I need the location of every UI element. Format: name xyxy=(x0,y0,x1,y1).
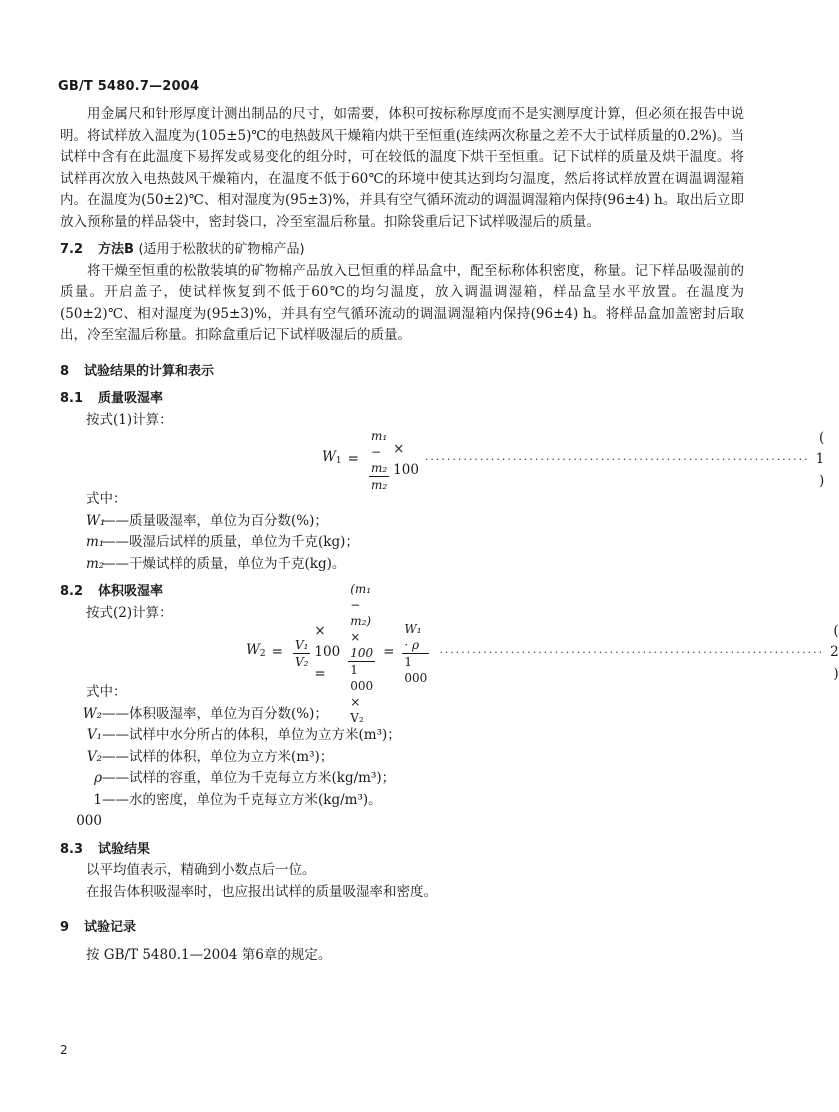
intro-paragraph: 用金属尺和针形厚度计测出制品的尺寸，如需要，体积可按标称厚度而不是实测厚度计算，但必须在报告中说明。将试样放入温度为(105±5)℃的电热鼓风干燥箱内烘干至恒重(连续两次称量之差不大于试样质量的0.2%)。当试样中含有在此温度下易挥发或易变化的组分时，可在较低的温度下烘干至恒重。记下试样的质量及烘干温度。将试样再次放入电热鼓风干燥箱内，在温度不低于60℃的环境中使其达到均匀温度，然后将试样放置在调温调湿箱内。在温度为(50±2)℃、相对湿度为(95±3)%，并具有空气循环流动的调温调湿箱内保持(96±4) h。取出后立即放入预称量的样品袋中，密封袋口，冷至室温后称量。扣除袋重后记下试样吸湿后的质量。 xyxy=(60,106,744,230)
document-body xyxy=(60,104,839,966)
page-number: 2 xyxy=(60,1043,68,1057)
formula-2-number: ( 2 ) xyxy=(830,622,839,682)
section-9-heading xyxy=(60,917,744,939)
definition-item: V₁ ——试样中水分所占的体积，单位为立方米(m³)； xyxy=(86,727,401,743)
section-title: 质量吸湿率 xyxy=(98,391,164,406)
where-label: 式中： xyxy=(86,684,127,700)
definition-item: ρ ——试样的容重，单位为千克每立方米(kg/m³)； xyxy=(94,770,396,786)
formula-1-number: ( 1 ) xyxy=(815,429,825,489)
formula-2-fraction-a: $\frac{\text{V₁}}{\text{V₂}}$ xyxy=(294,637,309,669)
formula-1-denominator: m₂ xyxy=(370,477,388,492)
definition-item: V₂ ——试样的体积，单位为立方米(m³)； xyxy=(86,748,334,765)
where-label: 式中： xyxy=(86,491,127,507)
formula-1-intro: 按式(1)计算： xyxy=(86,411,173,428)
leader-dots: ······································································ xyxy=(424,453,810,467)
formula-1-numerator: m₁ − m₂ xyxy=(370,428,388,475)
section-number: 7.2 xyxy=(60,242,84,257)
section-7-2-paragraph: 将干燥至恒重的松散装填的矿物棉产品放入已恒重的样品盒中，配至标称体积密度，称量。记下样品吸湿前的质量。开启盖子，使试样恢复到不低于60℃的均匀温度，放入调温调湿箱，样品盒呈水平放置。在温度为(50±2)℃、相对湿度为(95±3)%，并具有空气循环流动的调温调湿箱内保持(96±4) h。将样品盒加盖密封后取出，冷至室温后称量。扣除盒重后记下试样吸湿后的质量。 xyxy=(60,262,744,343)
section-number: 8 xyxy=(60,363,70,379)
section-subtitle: (适用于松散状的矿物棉产品) xyxy=(138,242,305,257)
standard-number-header: GB/T 5480.7—2004 xyxy=(58,79,200,94)
formula-1: W1 = $\frac{\text{m₁ − m₂}}{\text{m₂}}$ × 100 ······································································ ( 1 ) xyxy=(322,428,825,492)
section-number: 8.3 xyxy=(60,841,84,857)
result-line: 以平均值表示，精确到小数点后一位。 xyxy=(86,862,316,878)
section-title: 试验结果的计算和表示 xyxy=(84,363,215,379)
formula-1-times: × 100 xyxy=(393,440,419,478)
definition-item: m₂ ——干燥试样的质量，单位为千克(kg)。 xyxy=(86,555,346,572)
section-7-2-heading xyxy=(60,239,744,261)
formula-1-lhs: W1 xyxy=(322,449,342,467)
formula-2-fraction-b: $\frac{\text{(m₁ − m₂) × 100}}{\text{1 000 × V₂}}$ xyxy=(350,581,374,725)
result-line: 在报告体积吸湿率时，也应报出试样的质量吸湿率和密度。 xyxy=(86,883,437,900)
formula-1-fraction xyxy=(369,428,389,493)
section-title: 方法B xyxy=(98,242,134,257)
section-8-heading xyxy=(60,361,744,383)
definition-item: 1 000 ——水的密度，单位为千克每立方米(kg/m³)。 xyxy=(76,791,382,829)
section-8-3-heading xyxy=(60,839,744,861)
formula-1-definitions xyxy=(60,511,744,576)
definition-item: W₁ ——质量吸湿率，单位为百分数(%)； xyxy=(86,512,328,529)
definition-item: W₂ ——体积吸湿率，单位为百分数(%)； xyxy=(82,705,328,722)
section-title: 试验结果 xyxy=(98,841,151,857)
section-title: 体积吸湿率 xyxy=(98,584,164,599)
section-number: 9 xyxy=(60,920,70,935)
section-title: 试验记录 xyxy=(84,920,137,935)
section-9-text: 按 GB/T 5480.1—2004 第6章的规定。 xyxy=(86,946,332,963)
section-number: 8.1 xyxy=(60,391,84,406)
formula-2-lhs: W2 xyxy=(246,642,266,660)
formula-2-intro: 按式(2)计算： xyxy=(86,604,173,621)
definition-item: m₁ ——吸湿后试样的质量，单位为千克(kg)； xyxy=(86,534,359,550)
section-number: 8.2 xyxy=(60,584,84,599)
leader-dots: ······································································ xyxy=(439,646,825,660)
formula-2-fraction-c: $\frac{\text{W₁ · ρ}}{1 000}$ xyxy=(404,621,428,685)
section-8-1-heading xyxy=(60,388,744,410)
formula-2: W2 = $\frac{\text{V₁}}{\text{V₂}}$ × 100 = $\frac{\text{(m₁ − m₂) × 100}}{\text{1 000 × V₂}}$ = $\frac{\text{W₁ · ρ}}{1 000}$ ······································································ ( 2 ) xyxy=(246,581,839,725)
